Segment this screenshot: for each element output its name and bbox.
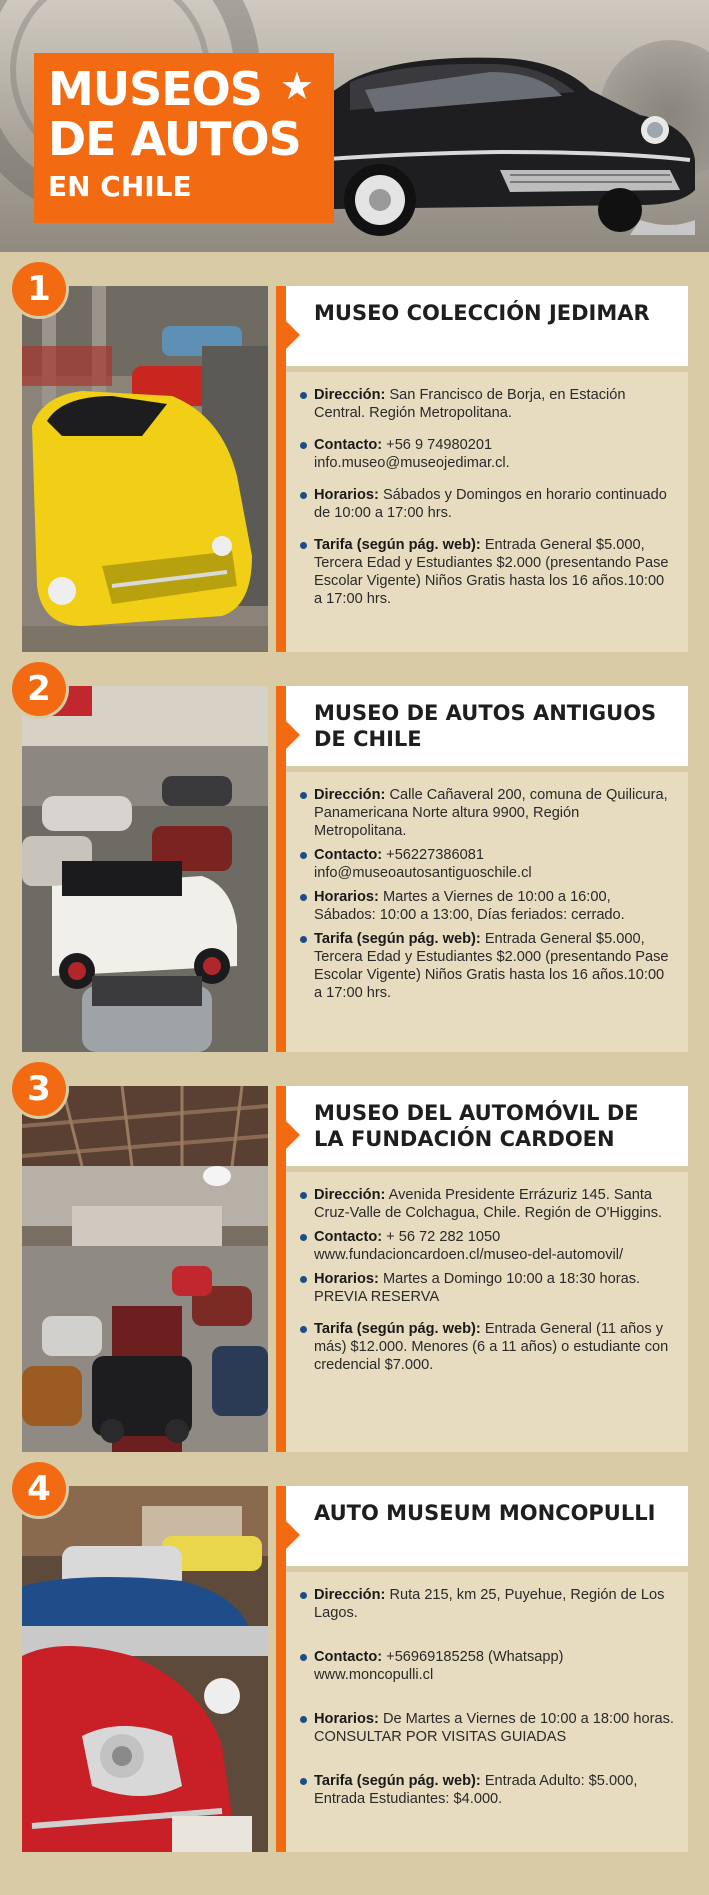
info-horarios: Horarios: De Martes a Viernes de 10:00 a 18:00 horas. CONSULTAR POR VISITAS GUIADAS	[300, 1710, 674, 1746]
info-tarifa: Tarifa (según pág. web): Entrada General (11 años y más) $12.000. Menores (6 a 11 años) o estudiante con credencial $7.000.	[300, 1320, 674, 1374]
info-contacto: Contacto: +56 9 74980201 info.museo@museojedimar.cl.	[300, 436, 674, 472]
museum-number-badge: 2	[12, 662, 66, 716]
page-title-line1: MUSEOS	[48, 62, 262, 116]
museum-name: MUSEO DE AUTOS ANTIGUOS DE CHILE	[314, 701, 657, 751]
museum-section-3	[0, 1054, 709, 1434]
accent-bar	[276, 686, 286, 1052]
museum-title-card	[286, 286, 688, 366]
info-tarifa: Tarifa (según pág. web): Entrada Adulto: $5.000, Entrada Estudiantes: $4.000.	[300, 1772, 674, 1808]
arrow-pointer-icon	[286, 721, 300, 749]
museum-photo-4	[22, 1486, 268, 1852]
museum-title-card	[286, 1086, 688, 1166]
info-horarios: Horarios: Martes a Viernes de 10:00 a 16:00, Sábados: 10:00 a 13:00, Días feriados: cerrado.	[300, 888, 674, 924]
museum-number-badge: 3	[12, 1062, 66, 1116]
star-icon: ★	[280, 66, 315, 108]
museum-photo-3	[22, 1086, 268, 1452]
info-horarios: Horarios: Sábados y Domingos en horario continuado de 10:00 a 17:00 hrs.	[300, 486, 674, 522]
museum-title-card	[286, 686, 688, 766]
info-horarios: Horarios: Martes a Domingo 10:00 a 18:30 horas. PREVIA RESERVA	[300, 1270, 674, 1306]
museum-name: AUTO MUSEUM MONCOPULLI	[314, 1501, 656, 1525]
arrow-pointer-icon	[286, 321, 300, 349]
info-contacto: Contacto: +56969185258 (Whatsapp) www.moncopulli.cl	[300, 1648, 674, 1684]
arrow-pointer-icon	[286, 1121, 300, 1149]
museum-info-card	[286, 1172, 688, 1452]
accent-bar	[276, 286, 286, 652]
museum-number-badge: 1	[12, 262, 66, 316]
accent-bar	[276, 1086, 286, 1452]
info-tarifa: Tarifa (según pág. web): Entrada General $5.000, Tercera Edad y Estudiantes $2.000 (presentando Pase Escolar Vigente) Niños Gratis hasta los 16 años.10:00 a 17:00 hrs.	[300, 930, 674, 1002]
arrow-pointer-icon	[286, 1521, 300, 1549]
museum-name: MUSEO DEL AUTOMÓVIL DE LA FUNDACIÓN CARDOEN	[314, 1101, 639, 1151]
museum-info-card	[286, 1572, 688, 1852]
museum-title-card	[286, 1486, 688, 1566]
museum-name: MUSEO COLECCIÓN JEDIMAR	[314, 301, 650, 325]
info-direccion: Dirección: Avenida Presidente Errázuriz 145. Santa Cruz-Valle de Colchagua, Chile. Región de O'Higgins.	[300, 1186, 674, 1222]
museum-number-badge: 4	[12, 1462, 66, 1516]
info-contacto: Contacto: +56227386081 info@museoautosantiguoschile.cl	[300, 846, 674, 882]
info-tarifa: Tarifa (según pág. web): Entrada General $5.000, Tercera Edad y Estudiantes $2.000 (presentando Pase Escolar Vigente) Niños Gratis hasta los 16 años.10:00 a 17:00 hrs.	[300, 536, 674, 608]
museum-section-2	[0, 654, 709, 1034]
museum-section-1	[0, 254, 709, 634]
museum-info-card	[286, 372, 688, 652]
info-direccion: Dirección: San Francisco de Borja, en Estación Central. Región Metropolitana.	[300, 386, 674, 422]
page-title-line2: DE AUTOS	[48, 112, 301, 166]
museum-photo-2	[22, 686, 268, 1052]
page-title-line3: EN CHILE	[48, 170, 192, 203]
header-banner	[0, 0, 709, 252]
info-direccion: Dirección: Ruta 215, km 25, Puyehue, Región de Los Lagos.	[300, 1586, 674, 1622]
museum-section-4	[0, 1454, 709, 1834]
museum-photo-1	[22, 286, 268, 652]
info-contacto: Contacto: + 56 72 282 1050 www.fundacioncardoen.cl/museo-del-automovil/	[300, 1228, 674, 1264]
info-direccion: Dirección: Calle Cañaveral 200, comuna de Quilicura, Panamericana Norte altura 9900, Región Metropolitana.	[300, 786, 674, 840]
museum-info-card	[286, 772, 688, 1052]
accent-bar	[276, 1486, 286, 1852]
